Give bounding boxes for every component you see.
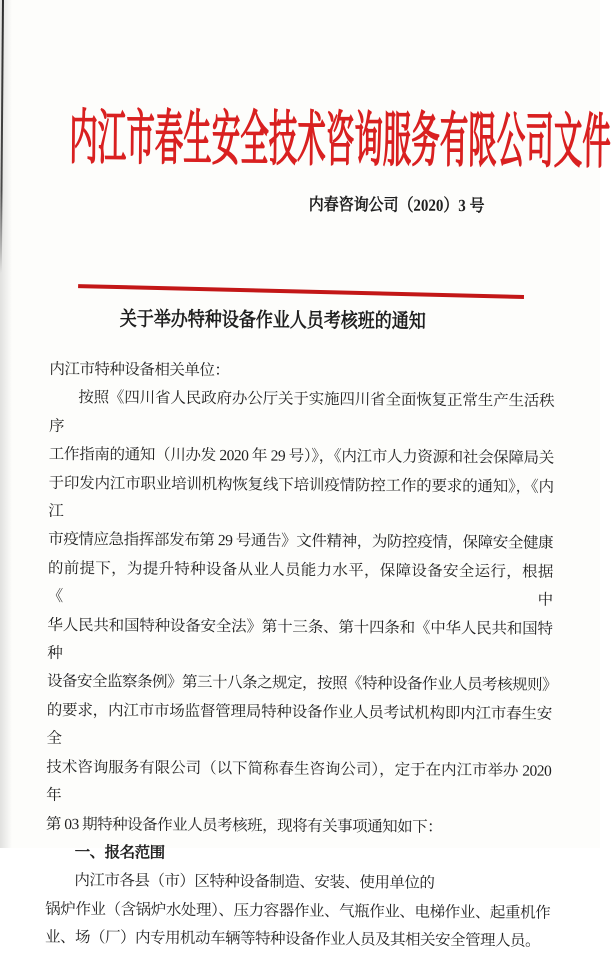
body-line: 华人民共和国特种设备安全法》第十三条、第十四条和《中华人民共和国特种 — [47, 616, 553, 663]
document-body — [44, 356, 558, 956]
body-line: 设备安全监察条例》第三十八条之规定，按照《特种设备作业人员考核规则》 — [46, 673, 558, 695]
body-line: 工作指南的通知（川办发 2020 年 29 号）》，《内江市人力资源和社会保障局关 — [48, 446, 554, 468]
salutation-line: 内江市特种设备相关单位： — [49, 360, 230, 380]
body-line: 内江市各县（市）区特种设备制造、安装、使用单位的 — [74, 872, 435, 893]
body-line: 的要求，内江市市场监督管理局特种设备作业人员考试机构即内江市春生安全 — [46, 701, 552, 748]
body-line: 第 03 期特种设备作业人员考核班，现将有关事项通知如下： — [45, 815, 443, 836]
body-line: 按照《四川省人民政府办公厅关于实施四川省全面恢复正常生产生活秩序 — [48, 389, 555, 435]
red-divider-rule — [78, 284, 524, 298]
section-heading-line: 一、报名范围 — [74, 843, 165, 862]
body-line: 技术咨询服务有限公司（以下简称春生咨询公司），定于在内江市举办 2020 年 — [46, 758, 552, 805]
body-line: 市疫情应急指挥部发布第 29 号通告》文件精神，为防控疫情，保障安全健康 — [48, 531, 554, 553]
notice-title: 关于举办特种设备作业人员考核班的通知 — [119, 308, 426, 333]
body-line: 锅炉作业（含锅炉水处理）、压力容器作业、气瓶作业、电梯作业、起重机作 — [45, 900, 551, 922]
organization-header-title: 内江市春生安全技术咨询服务有限公司文件 — [69, 104, 612, 176]
body-line: 业、场（厂）内专用机动车辆等特种设备作业人员及其相关安全管理人员。 — [44, 928, 541, 950]
body-line: 的前提下，为提升特种设备从业人员能力水平，保障设备安全运行，根据《中 — [47, 559, 553, 610]
document-number: 内春咨询公司（2020）3 号 — [308, 194, 485, 216]
body-line: 于印发内江市职业培训机构恢复线下培训疫情防控工作的要求的通知》，《内江 — [48, 474, 554, 520]
